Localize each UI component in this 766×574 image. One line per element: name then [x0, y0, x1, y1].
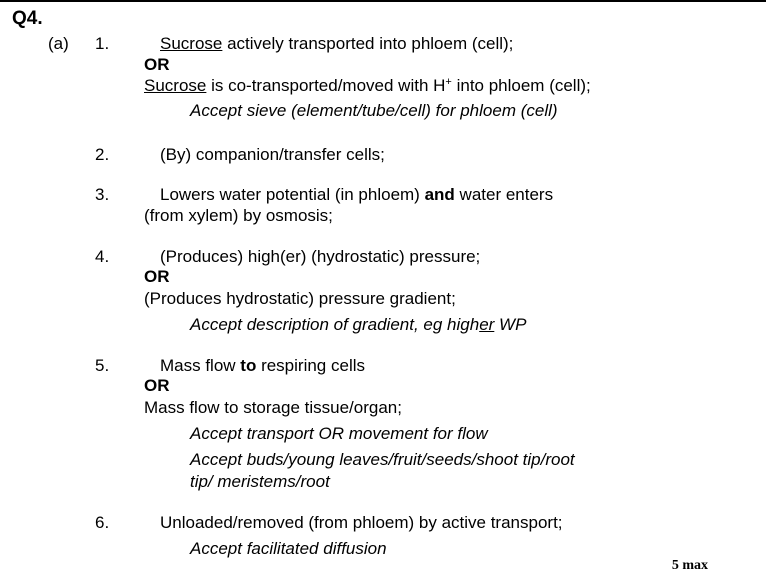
bold-word: and [424, 185, 455, 204]
item-number: 6. [95, 513, 110, 532]
item-text: into phloem (cell); [451, 76, 591, 95]
top-rule [0, 0, 766, 2]
marks-total: 5 max [671, 558, 708, 573]
item-text: (from xylem) by osmosis; [144, 206, 333, 225]
bold-word: to [240, 356, 257, 375]
item-number: 3. [95, 185, 110, 204]
item-text: respiring cells [256, 356, 365, 375]
item-number: 5. [95, 356, 110, 375]
accept-note: Accept buds/young leaves/fruit/seeds/shoot tip/root [190, 450, 575, 469]
item-text: is co-transported/moved with H [206, 76, 446, 95]
underlined-term: Sucrose [144, 76, 207, 95]
item-text: (Produces) high(er) (hydrostatic) pressure; [160, 247, 481, 266]
accept-note: Accept sieve (element/tube/cell) for phloem (cell) [190, 101, 558, 120]
item-text: actively transported into phloem (cell); [222, 34, 514, 53]
accept-note: Accept facilitated diffusion [190, 539, 387, 558]
item-number: 1. [95, 34, 110, 53]
accept-note: Accept transport OR movement for flow [190, 424, 488, 443]
item-text: Mass flow to storage tissue/organ; [144, 398, 402, 417]
item-text: (By) companion/transfer cells; [160, 145, 385, 164]
underlined-term: Sucrose [160, 34, 223, 53]
accept-text: Accept description of gradient, eg high [190, 315, 480, 334]
or-label: OR [144, 55, 170, 74]
item-number: 4. [95, 247, 110, 266]
item-text: Unloaded/removed (from phloem) by active transport; [160, 513, 563, 532]
accept-note [190, 315, 526, 335]
item-text: (Produces hydrostatic) pressure gradient; [144, 289, 456, 308]
part-label: (a) [48, 34, 69, 53]
accept-note: tip/ meristems/root [190, 472, 330, 491]
or-label: OR [144, 376, 170, 395]
item-line [160, 185, 553, 205]
superscript-plus: + [445, 76, 452, 88]
item-text: Mass flow [160, 356, 241, 375]
item-text: Lowers water potential (in phloem) [160, 185, 425, 204]
item-line [160, 356, 365, 376]
item-line [160, 34, 513, 54]
item-number: 2. [95, 145, 110, 164]
accept-text: WP [494, 315, 527, 334]
underlined-term: er [479, 315, 495, 334]
or-label: OR [144, 267, 170, 286]
item-line [144, 76, 591, 96]
item-text: water enters [454, 185, 554, 204]
question-label: Q4. [12, 8, 43, 29]
